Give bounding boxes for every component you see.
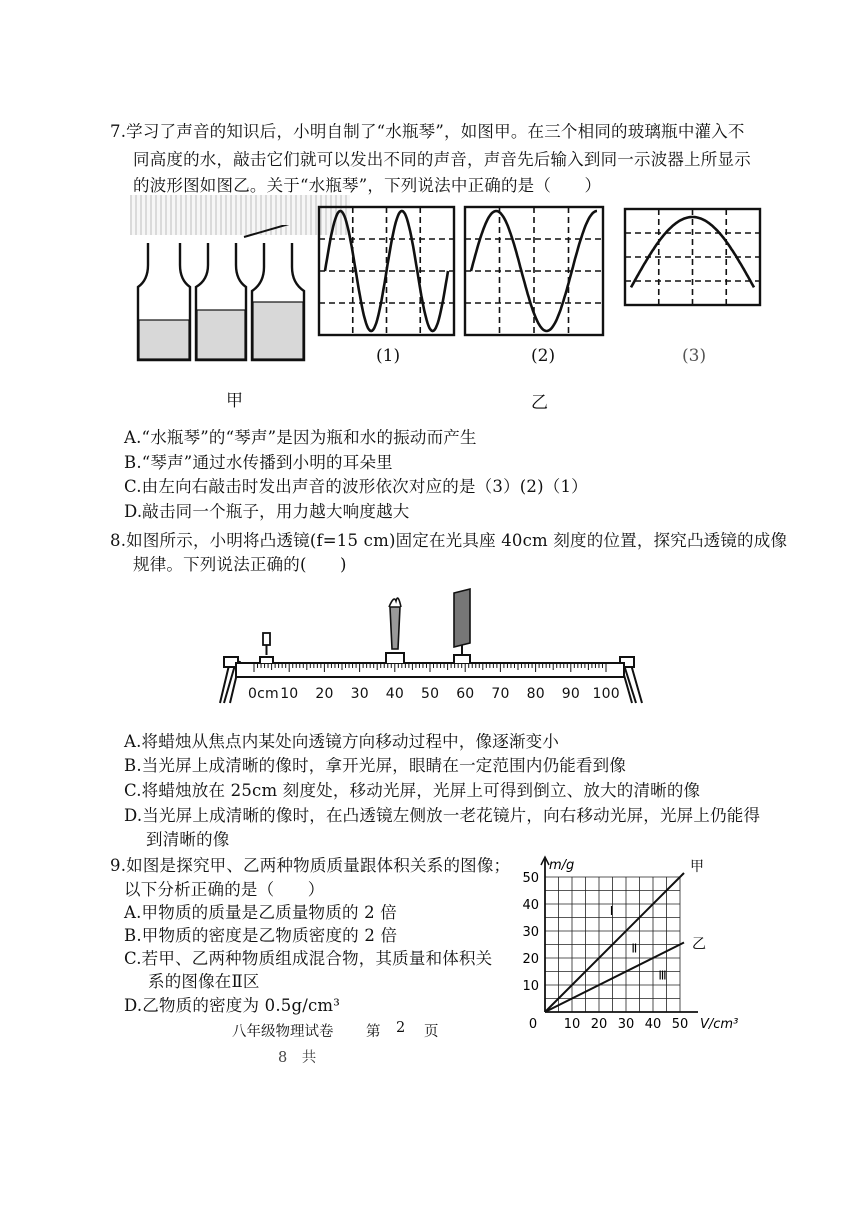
figure-yi-label: 乙 [531,393,548,413]
ruler-label-3: 30 [350,686,369,702]
scope-2 [465,207,603,335]
ruler-label-8: 80 [526,686,545,702]
q8-stem-line-2: 规律。下列说法正确的( ) [133,555,347,574]
y-tick-label: 50 [522,871,539,886]
bottles-figure [128,225,308,370]
series-line-1 [545,873,684,1012]
y-tick-label: 40 [522,898,539,913]
y-axis-label: m/g [549,858,575,873]
ruler-label-1: 10 [280,686,299,702]
q9-option-a: A.甲物质的质量是乙质量物质的 2 倍 [124,903,397,922]
footer-page-suffix: 页 [424,1024,439,1040]
mass-volume-chart [505,840,745,1040]
bottle-3 [252,243,304,360]
region-label-1: Ⅰ [609,903,614,918]
scope-1 [319,207,454,335]
x-tick-label: 50 [671,1017,689,1032]
ruler-label-10: 100 [592,686,620,702]
q9-option-b: B.甲物质的密度是乙物质密度的 2 倍 [124,926,398,945]
x-tick-label: 40 [644,1017,662,1032]
footer-title: 八年级物理试卷 [232,1024,334,1040]
q8-option-a: A.将蜡烛从焦点内某处向透镜方向移动过程中，像逐渐变小 [124,732,560,751]
y-tick-label: 30 [522,925,539,940]
q7-option-a: A.“水瓶琴”的“琴声”是因为瓶和水的振动而产生 [124,428,477,447]
q8-option-d-cont: 到清晰的像 [146,830,230,849]
series-label-1: 甲 [690,859,704,875]
wave-label-2: (2) [531,346,556,366]
x-tick-label: 30 [617,1017,635,1032]
bottle-1 [138,243,190,360]
ruler-label-2: 20 [315,686,334,702]
wave-label-1: (1) [376,346,401,366]
bottle-2 [196,243,246,360]
q7-option-b: B.“琴声”通过水传播到小明的耳朵里 [124,453,393,472]
ruler-label-9: 90 [561,686,581,702]
region-label-3: Ⅲ [658,968,667,983]
light-screen [454,589,470,663]
ruler-label-5: 50 [421,686,440,702]
q9-stem-line-2: 以下分析正确的是（ ） [124,880,325,899]
ruler-label-4: 40 [385,686,405,702]
wave-label-3: (3) [682,346,707,366]
q8-option-c: C.将蜡烛放在 25cm 刻度处，移动光屏，光屏上可得到倒立、放大的清晰的像 [124,781,701,800]
candle [386,598,404,663]
y-tick-label: 20 [522,952,539,967]
footer-page-prefix: 第 [366,1024,381,1040]
figure-jia-label: 甲 [226,391,243,411]
q7-stem-line-1: 7.学习了声音的知识后，小明自制了“水瓶琴”，如图甲。在三个相同的玻璃瓶中灌入不 [110,122,745,141]
q9-option-d: D.乙物质的密度为 0.5g/cm³ [124,996,341,1015]
q8-stem-line-1: 8.如图所示，小明将凸透镜(f=15 cm)固定在光具座 40cm 刻度的位置，探究凸透镜的成像 [110,531,788,550]
ruler-label-0: 0cm [248,686,279,702]
q7-stem-line-2: 同高度的水，敲击它们就可以发出不同的声音，声音先后输入到同一示波器上所显示 [133,150,751,169]
object-holder [260,633,273,663]
x-axis-label: V/cm³ [700,1017,739,1032]
q8-option-d: D.当光屏上成清晰的像时，在凸透镜左侧放一老花镜片，向右移动光屏，光屏上仍能得 [124,806,761,825]
ruler-label-6: 60 [456,686,475,702]
q7-option-c: C.由左向右敲击时发出声音的波形依次对应的是（3）(2)（1） [124,477,588,496]
q7-option-d: D.敲击同一个瓶子，用力越大响度越大 [124,502,410,521]
footer-total: 8 共 [278,1050,317,1066]
scope-3 [625,209,760,305]
q9-option-c: C.若甲、乙两种物质组成混合物，其质量和体积关 [124,949,493,968]
oscilloscope-figure [315,205,765,340]
x-tick-label: 0 [528,1017,538,1032]
region-label-2: Ⅱ [631,941,638,956]
ruler-label-7: 70 [491,686,510,702]
q7-stem-line-3: 的波形图如图乙。关于“水瓶琴”，下列说法中正确的是（ ） [133,176,602,195]
y-tick-label: 10 [522,979,539,994]
q9-option-c-cont: 系的图像在Ⅱ区 [148,972,260,991]
footer-page-num: 2 [396,1020,406,1036]
x-tick-label: 10 [563,1017,581,1032]
q8-option-b: B.当光屏上成清晰的像时，拿开光屏，眼睛在一定范围内仍能看到像 [124,756,627,775]
x-tick-label: 20 [590,1017,608,1032]
q9-stem-line-1: 9.如图是探究甲、乙两种物质质量跟体积关系的图像； [110,856,511,875]
series-label-2: 乙 [692,936,706,953]
